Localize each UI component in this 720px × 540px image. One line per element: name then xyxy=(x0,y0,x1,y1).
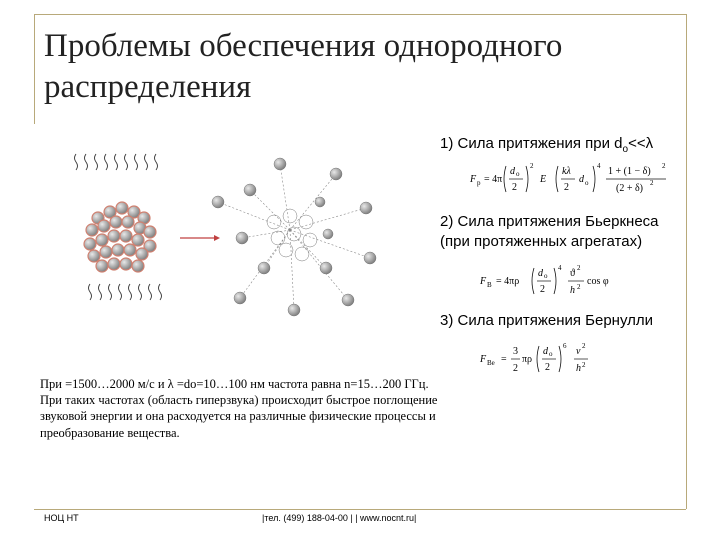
svg-text:d: d xyxy=(543,346,548,357)
svg-text:1 + (1 − δ): 1 + (1 − δ) xyxy=(608,166,651,177)
svg-text:3: 3 xyxy=(513,346,518,357)
info-paragraph: При =1500…2000 м/с и λ =dо=10…100 нм частота равна n=15…200 ГГц. При таких частотах (область гиперзвука) происходит быстрое поглощение звуковой энергии и она расходуется на различные физические процессы и преобразование вещества. xyxy=(40,377,438,440)
svg-text:2: 2 xyxy=(540,284,545,295)
footer-contacts: |тел. (499) 188-04-00 | | www.nocnt.ru| xyxy=(262,513,417,523)
formula-1 xyxy=(466,158,676,202)
frame-bottom-line xyxy=(34,509,686,510)
svg-text:= 4πρ: = 4πρ xyxy=(496,276,520,287)
svg-text:2: 2 xyxy=(577,283,581,291)
svg-text:F: F xyxy=(480,276,487,287)
svg-text:d: d xyxy=(538,268,543,279)
svg-text:р: р xyxy=(477,179,481,187)
svg-text:2: 2 xyxy=(513,363,518,374)
svg-text:2: 2 xyxy=(512,182,517,193)
top-wave-lines xyxy=(75,154,158,170)
section-3-label: 3) Сила притяжения Бернулли xyxy=(440,312,654,329)
svg-text:F: F xyxy=(480,354,487,365)
svg-text:4: 4 xyxy=(597,162,601,170)
svg-text:d: d xyxy=(510,166,515,177)
svg-text:ϑ: ϑ xyxy=(570,268,575,279)
section-1-label: 1) Сила притяжения при $d_о<<\lambda$ xyxy=(440,135,654,155)
particle-cluster xyxy=(84,202,156,272)
svg-text:2: 2 xyxy=(545,362,550,373)
formula-2 xyxy=(476,258,626,302)
svg-text:h: h xyxy=(570,285,575,296)
svg-text:2: 2 xyxy=(577,264,581,272)
svg-text:πρ: πρ xyxy=(522,354,533,365)
slide-title: Проблемы обеспечения однородного распределения xyxy=(44,28,563,105)
svg-text:F: F xyxy=(470,174,477,185)
svg-text:kλ: kλ xyxy=(562,166,571,177)
svg-text:2: 2 xyxy=(582,342,586,350)
svg-text:cos φ: cos φ xyxy=(587,276,609,287)
svg-text:=: = xyxy=(501,354,507,365)
formula-3 xyxy=(476,338,626,382)
arrow-icon xyxy=(180,235,220,241)
svg-text:о: о xyxy=(585,179,589,187)
svg-text:о: о xyxy=(516,170,520,178)
dispersed-particles xyxy=(212,158,376,316)
svg-text:4: 4 xyxy=(558,264,562,272)
svg-text:= 4π: = 4π xyxy=(484,174,503,185)
svg-text:E: E xyxy=(540,174,547,185)
svg-text:2: 2 xyxy=(530,162,534,170)
svg-text:v: v xyxy=(576,346,581,357)
svg-text:B: B xyxy=(487,281,492,289)
svg-text:2: 2 xyxy=(582,361,586,369)
particle-dispersion-illustration xyxy=(68,150,428,350)
svg-text:2: 2 xyxy=(650,179,654,187)
svg-text:Be: Be xyxy=(487,359,495,367)
section-2-label: 2) Сила притяжения Бьеркнеса (при протяженных агрегатах) xyxy=(440,213,659,250)
bottom-wave-lines xyxy=(89,284,162,300)
frame-top-line xyxy=(34,14,686,15)
frame-left-line xyxy=(34,14,35,124)
frame-right-line xyxy=(686,14,687,509)
svg-text:h: h xyxy=(576,363,581,374)
svg-text:2: 2 xyxy=(662,162,666,170)
svg-text:d: d xyxy=(579,174,584,185)
svg-text:(2 + δ): (2 + δ) xyxy=(616,183,644,194)
svg-text:о: о xyxy=(544,272,548,280)
svg-text:2: 2 xyxy=(564,182,569,193)
svg-text:6: 6 xyxy=(563,342,567,350)
svg-text:о: о xyxy=(549,350,553,358)
footer-organization: НОЦ НТ xyxy=(44,513,79,523)
